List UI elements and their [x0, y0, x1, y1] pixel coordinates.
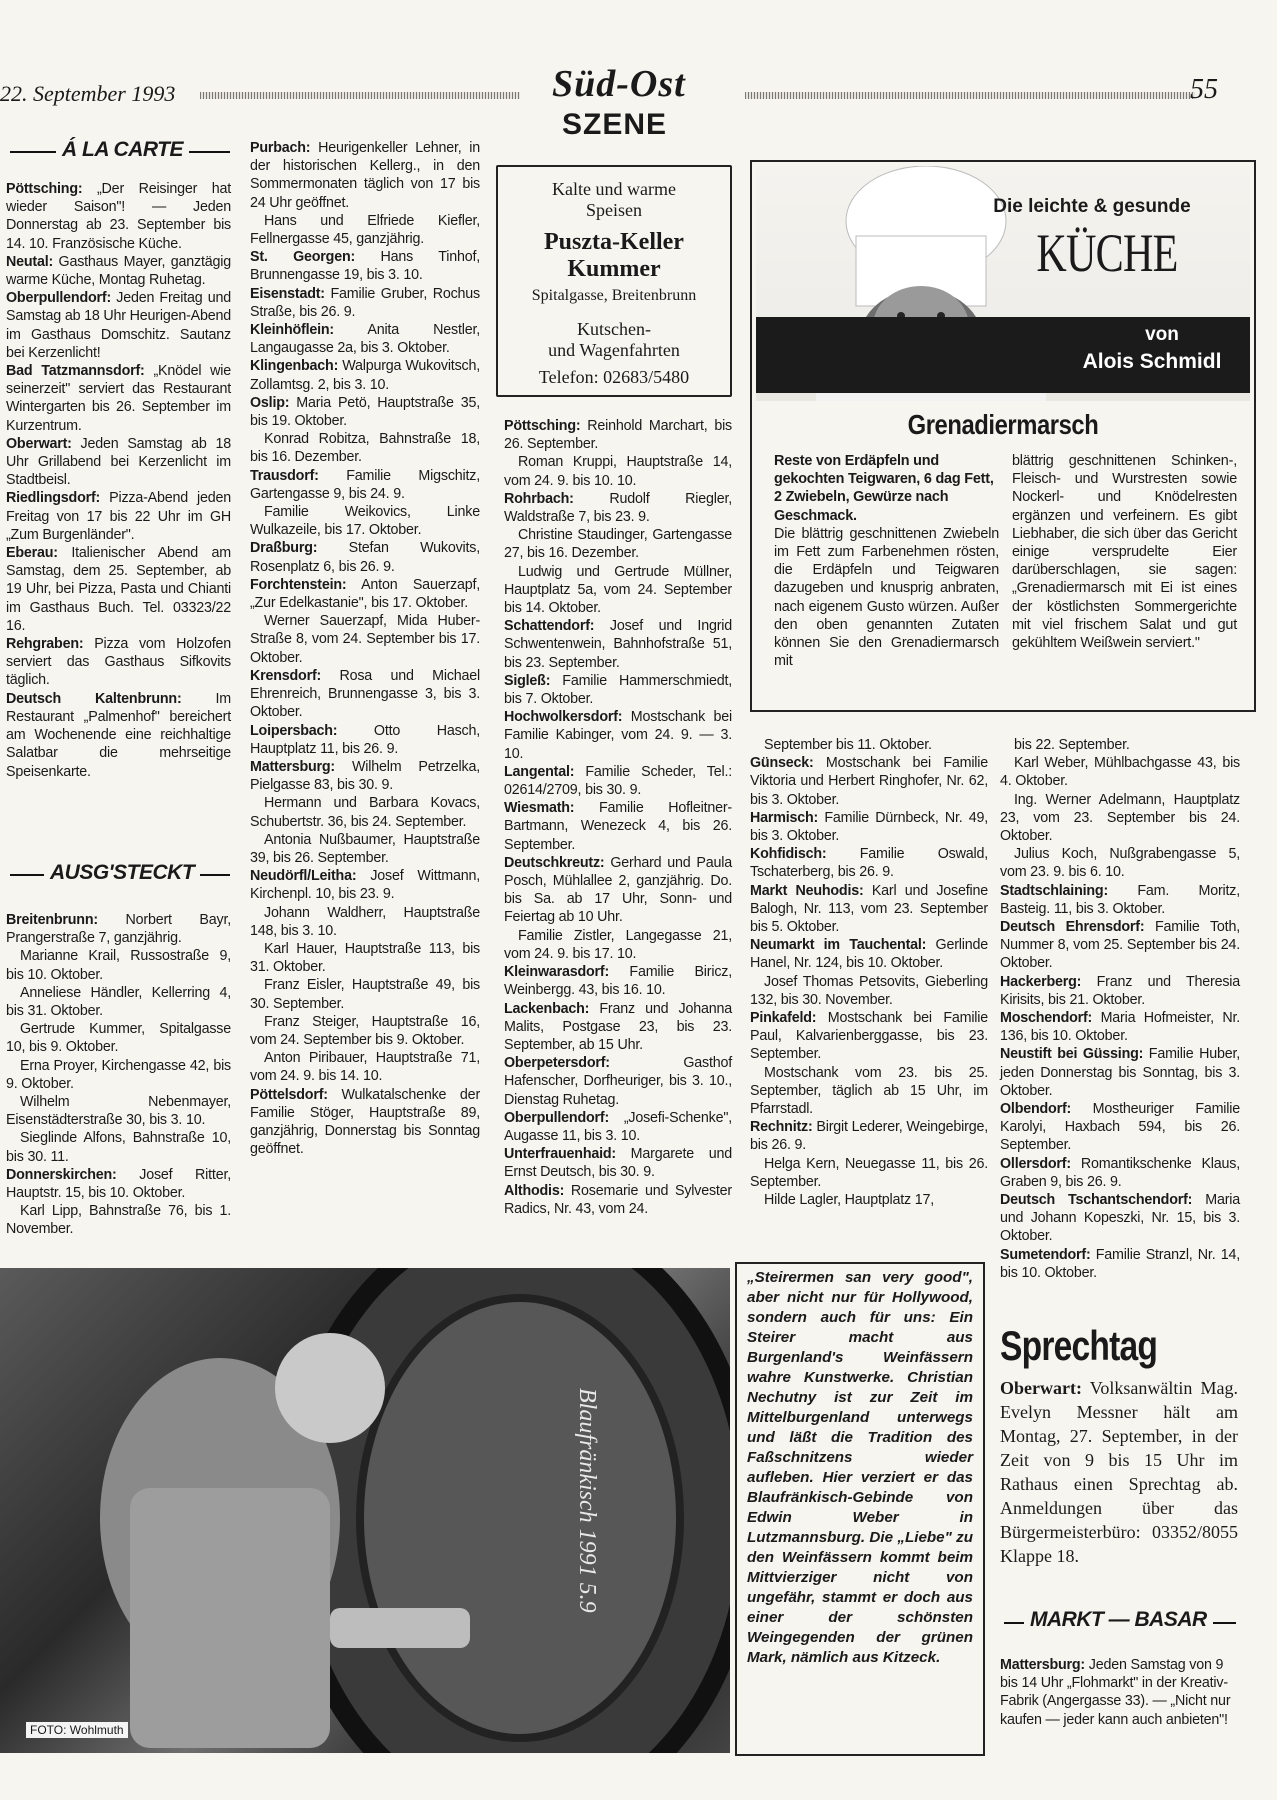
place-name: Harmisch:: [750, 809, 819, 826]
list-item: [504, 1109, 732, 1145]
list-item: [250, 503, 480, 539]
list-item: [6, 911, 231, 947]
entry-text: Heurigenkeller Lehner, in der historischen Kellerg., in den Sommermonaten täglich von 17 bis 24 Uhr geöffnet.: [250, 140, 480, 211]
place-name: Rechnitz:: [750, 1119, 813, 1136]
place-name: Unterfrauenhaid:: [504, 1146, 616, 1163]
entry-text: Im Restaurant „Palmenhof" bereichert am Wochenende eine reichhaltige Salatbar die mehrseitige Speisenkarte.: [6, 690, 231, 780]
entry-text: Ludwig und Gertrude Müllner, Hauptplatz 5a, vom 24. September bis 14. Oktober.: [504, 563, 732, 617]
entry-text: Otto Hasch, Hauptplatz 11, bis 26. 9.: [250, 722, 480, 757]
entry-text: Familie Hofleitner-Bartmann, Wenezeck 4, bis 26. September.: [504, 800, 732, 853]
sprechtag-text: [1000, 1376, 1238, 1568]
entry-text: Erna Proyer, Kirchengasse 42, bis 9. Oktober.: [6, 1057, 231, 1092]
place-name: Pöttsching:: [504, 418, 581, 434]
place-name: Ollersdorf:: [1000, 1155, 1071, 1172]
ad-address: Spitalgasse, Breitenbrunn: [531, 287, 697, 304]
place-name: Klingenbach:: [250, 358, 339, 375]
place-name: Oberpullendorf:: [6, 290, 112, 307]
recipe-ingredients: Reste von Erdäpfeln und gekochten Teigwaren, 6 dag Fett, 2 Zwiebeln, Gewürze nach Geschmack.: [774, 453, 994, 524]
entry-text: Josef Wittmann, Kirchenpl. 10, bis 23. 9.: [250, 868, 480, 903]
entry-text: Gerhard und Paula Posch, Mühlallee 2, ganzjährig. Do. bis Sa. ab 17 Uhr, Sonn- und Feiertag ab 10 Uhr.: [504, 854, 732, 926]
list-item: [1000, 882, 1240, 918]
entry-text: Stefan Wukovits, Rosenplatz 6, bis 26. 9.: [250, 540, 480, 575]
entry-text: bis 22. September.: [1014, 737, 1130, 753]
section-title-markt-basar: MARKT — BASAR: [1024, 1608, 1213, 1632]
entry-text: Maria Petö, Hauptstraße 35, bis 19. Oktober.: [250, 394, 480, 430]
list-item: [6, 1129, 231, 1165]
kitchen-box: [750, 160, 1256, 712]
place-name: Hochwolkersdorf:: [504, 709, 623, 726]
entry-text: Jeden Samstag ab 18 Uhr Grillabend bei Kerzenlicht im Stadtbeisl.: [6, 435, 231, 489]
list-item: [750, 1118, 988, 1154]
list-item: [6, 1057, 231, 1093]
kitchen-tagline: Die leichte & gesunde: [993, 196, 1191, 217]
place-name: Krensdorf:: [250, 667, 322, 684]
entry-text: Reinhold Marchart, bis 26. September.: [504, 418, 732, 453]
entry-text: Antonia Nußbaumer, Hauptstraße 39, bis 26. September.: [250, 831, 480, 866]
entry-text: Jeden Freitag und Samstag ab 18 Uhr Heurigen-Abend im Gasthaus Domschitz. Sautanz bei Kerzenlicht!: [6, 290, 231, 361]
ad-line: und Wagenfahrten: [548, 340, 680, 360]
place-name: Deutsch Kaltenbrunn:: [6, 690, 182, 707]
entry-text: Familie Toth, Nummer 8, vom 25. September bis 24. Oktober.: [1000, 919, 1240, 972]
entry-text: Mostschank bei Familie Kabinger, vom 24. 9. — 3. 10.: [504, 709, 732, 762]
list-item: [504, 799, 732, 854]
entry-text: Johann Waldherr, Hauptstraße 148, bis 3. 10.: [250, 904, 480, 939]
place-name: Neudörfl/Leitha:: [250, 868, 357, 885]
entry-text: Franz und Theresia Kirisits, bis 21. Oktober.: [1000, 973, 1240, 1008]
list-item: [6, 690, 231, 781]
entry-text: Hans und Elfriede Kiefler, Fellnergasse 45, ganzjährig.: [250, 212, 480, 248]
entry-text: Familie Weikovics, Linke Wulkazeile, bis 17. Oktober.: [250, 504, 480, 539]
list-item: [250, 758, 480, 794]
issue-date: 22. September 1993: [0, 81, 176, 106]
ad-line: Kalte und warme: [552, 179, 676, 199]
entry-text: Josef und Ingrid Schwentenwein, Bahnhofstraße 51, bis 23. September.: [504, 618, 732, 671]
entry-text: Ing. Werner Adelmann, Hauptplatz 23, vom 23. September bis 24. Oktober.: [1000, 791, 1240, 845]
list-item: [1000, 918, 1240, 973]
col5-list: [1000, 736, 1240, 1282]
entry-text: Familie Oswald, Tschaterberg, bis 26. 9.: [750, 846, 988, 881]
list-item: [750, 1155, 988, 1191]
entry-text: Norbert Bayr, Prangerstraße 7, ganzjährig.: [6, 912, 231, 947]
entry-text: Pizza-Abend jeden Freitag von 17 bis 22 Uhr im GH „Zum Burgenländer".: [6, 490, 231, 543]
place-name: Althodis:: [504, 1182, 565, 1199]
list-item: [250, 1013, 480, 1049]
list-item: [504, 763, 732, 799]
logo-top: Süd-Ost: [552, 63, 686, 105]
place-name: Oberpullendorf:: [504, 1109, 610, 1126]
entry-text: Familie Scheder, Tel.: 02614/2709, bis 30. 9.: [504, 763, 732, 799]
entry-text: Gasthof Hafenscher, Dorfheuriger, bis 3. 10., Dienstag Ruhetag.: [504, 1055, 732, 1108]
list-item: [750, 882, 988, 937]
photo-credit: FOTO: Wohlmuth: [26, 1722, 128, 1738]
list-item: [250, 394, 480, 430]
entry-text: Familie Dürnbeck, Nr. 49, bis 3. Oktober.: [750, 809, 988, 845]
list-item: [250, 576, 480, 612]
entry-text: Italienischer Abend am Samstag, dem 25. September, ab 19 Uhr, bei Pizza, Pasta und Chianti im Gasthaus Buch. Tel. 03323/22 16.: [6, 545, 231, 634]
place-name: Trausdorf:: [250, 467, 319, 484]
entry-text: Gertrude Kummer, Spitalgasse 10, bis 9. Oktober.: [6, 1021, 231, 1056]
entry-text: Julius Koch, Nußgrabengasse 5, vom 23. 9. bis 6. 10.: [1000, 846, 1240, 881]
place-name: Oslip:: [250, 394, 290, 411]
list-item: [250, 667, 480, 722]
entry-text: Birgit Lederer, Weingebirge, bis 26. 9.: [750, 1119, 988, 1154]
list-item: [1000, 845, 1240, 881]
list-item: [504, 563, 732, 618]
photo-caption: „Steirermen san very good", aber nicht nur für Hollywood, sondern auch für uns: Ein Steirer macht aus Burgenland's Weinfässern wahre Kunstwerke. Christian Nechutny ist zur Zeit im Mittelburgenland unterwegs und läßt die Tradition des Faßschnitzens wieder aufleben. Hier verziert er das Blaufränkisch-Gebinde von Edwin Weber in Lutzmannsburg. Die „Liebe" zu den Weinfässern kommt beim Mittvierziger nicht von ungefähr, stammt er doch aus einer der schönsten Weingegenden der grünen Mark, nämlich aus Kitzeck.: [747, 1269, 973, 1666]
list-item: [6, 1166, 231, 1202]
place-name: Kohfidisch:: [750, 846, 827, 863]
header-rule-left: [200, 92, 520, 99]
entry-text: Walpurga Wukovitsch, Zollamtsg. 2, bis 3. 10.: [250, 358, 480, 393]
place-name: Günseck:: [750, 755, 814, 772]
list-item: [6, 1020, 231, 1056]
place-name: Draßburg:: [250, 540, 318, 557]
entry-text: Pizza vom Holzofen serviert das Gasthaus Sifkovits täglich.: [6, 636, 231, 689]
list-item: [1000, 973, 1240, 1009]
list-item: [6, 489, 231, 544]
list-item: [250, 976, 480, 1012]
place-name: Eisenstadt:: [250, 285, 325, 302]
entry-text: Wilhelm Petrzelka, Pielgasse 83, bis 30. 9.: [250, 758, 480, 794]
list-item: [250, 139, 480, 212]
page-number: 55: [1190, 74, 1218, 105]
place-name: Sigleß:: [504, 672, 551, 689]
entry-text: Hans Tinhof, Brunnengasse 19, bis 3. 10.: [250, 249, 480, 284]
list-item: [750, 809, 988, 845]
entry-text: Konrad Robitza, Bahnstraße 18, bis 16. Dezember.: [250, 431, 480, 466]
place-name: Neumarkt im Tauchental:: [750, 937, 927, 954]
list-item: [250, 794, 480, 830]
list-item: [250, 212, 480, 248]
entry-text: Gasthaus Mayer, ganztägig warme Küche, Montag Ruhetag.: [6, 253, 231, 289]
list-item: [1000, 1246, 1240, 1282]
entry-text: Wilhelm Nebenmayer, Eisenstädterstraße 30, bis 3. 10.: [6, 1094, 231, 1129]
place-name: Forchtenstein:: [250, 576, 347, 593]
col1-list: [6, 180, 231, 781]
place-name: St. Georgen:: [250, 249, 356, 266]
ad-name: Puszta-Keller: [544, 229, 684, 255]
entry-text: Josef Ritter, Hauptstr. 15, bis 10. Oktober.: [6, 1166, 231, 1202]
entry-text: Mostschank bei Familie Paul, Kalvarienberggasse, bis 23. September.: [750, 1010, 988, 1063]
list-item: [750, 845, 988, 881]
entry-text: Franz Eisler, Hauptstraße 49, bis 30. September.: [250, 977, 480, 1012]
col4-list: [750, 736, 988, 1209]
place-name: Purbach:: [250, 140, 311, 156]
list-item: [250, 722, 480, 758]
entry-text: Familie Hammerschmiedt, bis 7. Oktober.: [504, 672, 732, 708]
list-item: [250, 467, 480, 503]
place-name: Sumetendorf:: [1000, 1246, 1091, 1263]
sprechtag-body: Volksanwältin Mag. Evelyn Messner hält am Montag, 27. September, in der Zeit von 9 bis 15 Uhr im Rathaus einen Sprechtag ab. Anmeldungen über das Bürgermeisterbüro: 03352/8055 Klappe 18.: [1000, 1378, 1238, 1566]
author-by: von: [1145, 324, 1179, 345]
list-item: [1000, 1045, 1240, 1100]
list-item: [750, 754, 988, 809]
list-item: [6, 289, 231, 362]
place-name: Eberau:: [6, 545, 58, 562]
list-item: [504, 526, 732, 562]
list-item: [1000, 754, 1240, 790]
list-item: [6, 435, 231, 490]
list-item: [6, 544, 231, 635]
place-name: Markt Neuhodis:: [750, 882, 864, 899]
logo-bottom: SZENE: [562, 108, 668, 141]
markt-text: [1000, 1656, 1240, 1729]
place-name: Rehgraben:: [6, 636, 84, 653]
list-item: [6, 947, 231, 983]
entry-text: Josef Thomas Petsovits, Gieberling 132, bis 30. November.: [750, 973, 988, 1008]
place-name: Mattersburg:: [250, 758, 335, 775]
entry-text: Familie Huber, jeden Donnerstag bis Sonntag, bis 3. Oktober.: [1000, 1046, 1240, 1099]
section-title-ausgsteckt: AUSG'STECKT: [44, 861, 200, 885]
list-item: [250, 904, 480, 940]
entry-text: Gerlinde Hanel, Nr. 124, bis 10. Oktober.: [750, 937, 988, 972]
list-item: [250, 940, 480, 976]
sprechtag-title: Sprechtag: [1000, 1322, 1158, 1369]
list-item: [250, 430, 480, 466]
kitchen-title: KÜCHE: [1036, 223, 1178, 283]
place-name: Neustift bei Güssing:: [1000, 1046, 1144, 1063]
entry-text: „Der Reisinger hat wieder Saison"! — Jeden Donnerstag ab 23. September bis 14. 10. Französische Küche.: [6, 181, 231, 252]
place-name: Pöttsching:: [6, 181, 83, 197]
list-item: [504, 708, 732, 763]
entry-text: Franz Steiger, Hauptstraße 16, vom 24. September bis 9. Oktober.: [250, 1013, 480, 1048]
entry-text: Karl Weber, Mühlbachgasse 43, bis 4. Oktober.: [1000, 755, 1240, 790]
entry-text: Familie Gruber, Rochus Straße, bis 26. 9.: [250, 285, 480, 320]
ad-name: Kummer: [567, 256, 661, 282]
place-name: Deutschkreutz:: [504, 854, 605, 871]
place-name: Oberwart:: [6, 435, 72, 452]
list-item: [6, 362, 231, 435]
entry-text: Familie Zistler, Langegasse 21, vom 24. 9. bis 17. 10.: [504, 927, 732, 962]
place-name: Oberpetersdorf:: [504, 1055, 610, 1072]
place-name: Loipersbach:: [250, 722, 338, 739]
list-item: [6, 1093, 231, 1129]
entry-text: Mostschank bei Familie Viktoria und Herbert Ringhofer, Nr. 62, bis 3. Oktober.: [750, 755, 988, 808]
entry-text: Wulkatalschenke der Familie Stöger, Hauptstraße 89, ganzjährig, Donnerstag bis Sonntag geöffnet.: [250, 1086, 480, 1158]
header-rule-right: [745, 92, 1195, 99]
place-name: Moschendorf:: [1000, 1010, 1093, 1027]
place-name: Bad Tatzmannsdorf:: [6, 363, 145, 380]
recipe-text-right: [1012, 452, 1237, 652]
markt-body: Jeden Samstag von 9 bis 14 Uhr „Flohmarkt" in der Kreativ-Fabrik (Angergasse 33). — „Nicht nur kaufen — jeder kann auch anbieten"!: [1000, 1657, 1231, 1728]
list-item: [6, 180, 231, 253]
entry-text: Romantikschenke Klaus, Graben 9, bis 26. 9.: [1000, 1155, 1240, 1190]
entry-text: Anton Piribauer, Hauptstraße 71, vom 24. 9. bis 14. 10.: [250, 1050, 480, 1085]
place-name: Rohrbach:: [504, 490, 574, 507]
entry-text: Hilde Lagler, Hauptplatz 17,: [764, 1192, 935, 1209]
restaurant-ad: [496, 165, 732, 397]
list-item: [1000, 1009, 1240, 1045]
author-name: Alois Schmidl: [1082, 350, 1222, 373]
entry-text: Karl Lipp, Bahnstraße 76, bis 1. November.: [6, 1203, 231, 1238]
list-item: [1000, 1155, 1240, 1191]
list-item: [250, 285, 480, 321]
place-name: Deutsch Ehrensdorf:: [1000, 919, 1145, 936]
entry-text: Mostheuriger Familie Karolyi, Haxbach 594, bis 26. September.: [1000, 1101, 1240, 1154]
list-item: [504, 927, 732, 963]
entry-text: Roman Kruppi, Hauptstraße 14, vom 24. 9. bis 10. 10.: [504, 454, 732, 489]
section-title-a-la-carte: Á LA CARTE: [56, 138, 189, 162]
recipe-text-left: [774, 452, 999, 670]
barrel-photo: [0, 1268, 730, 1753]
place-name: Pinkafeld:: [750, 1010, 817, 1027]
list-item: [6, 635, 231, 690]
sprechtag-place: Oberwart:: [1000, 1378, 1082, 1398]
list-item: [504, 1182, 732, 1218]
list-item: [250, 357, 480, 393]
list-item: [750, 1064, 988, 1119]
place-name: Lackenbach:: [504, 1000, 590, 1017]
entry-text: „Knödel wie seinerzeit" serviert das Restaurant Wintergarten bis 26. September im Kurzentrum.: [6, 363, 231, 434]
entry-text: Margarete und Ernst Deutsch, bis 30. 9.: [504, 1146, 732, 1181]
list-item: [6, 253, 231, 289]
entry-text: Fam. Moritz, Basteig. 11, bis 3. Oktober.: [1000, 882, 1240, 917]
place-name: Langental:: [504, 763, 575, 780]
entry-text: Mostschank vom 23. bis 25. September, täglich ab 15 Uhr, im Pfarrstadl.: [750, 1064, 988, 1118]
list-item: [6, 984, 231, 1020]
list-item: [504, 417, 732, 453]
list-item: [750, 1009, 988, 1064]
list-item: [504, 1054, 732, 1109]
recipe-title: Grenadiermarsch: [907, 409, 1099, 440]
list-item: [6, 1202, 231, 1238]
list-item: [504, 490, 732, 526]
place-name: Neutal:: [6, 253, 54, 270]
entry-text: Marianne Krail, Russostraße 9, bis 10. Oktober.: [6, 948, 231, 983]
entry-text: Familie Biricz, Weinbergg. 43, bis 16. 10.: [504, 964, 732, 999]
entry-text: Werner Sauerzapf, Mida Huber-Straße 8, vom 24. September bis 17. Oktober.: [250, 613, 480, 666]
list-item: [1000, 1191, 1240, 1246]
list-item: [504, 617, 732, 672]
list-item: [250, 612, 480, 667]
place-name: Riedlingsdorf:: [6, 490, 101, 507]
entry-text: Anita Nestler, Langaugasse 2a, bis 3. Oktober.: [250, 322, 480, 357]
entry-text: „Josefi-Schenke", Augasse 11, bis 3. 10.: [504, 1109, 732, 1144]
col1-list-2: [6, 911, 231, 1239]
place-name: Schattendorf:: [504, 618, 595, 635]
entry-text: September bis 11. Oktober.: [764, 737, 932, 753]
entry-text: Karl und Josefine Balogh, Nr. 113, vom 23. September bis 5. Oktober.: [750, 882, 988, 936]
place-name: Wiesmath:: [504, 800, 575, 817]
col3-list: [504, 417, 732, 1218]
list-item: [250, 321, 480, 357]
list-item: [1000, 736, 1240, 754]
entry-text: Franz und Johanna Malits, Postgase 23, bis 23. September, ab 15 Uhr.: [504, 1000, 732, 1053]
list-item: [750, 736, 988, 754]
place-name: Kleinwarasdorf:: [504, 964, 610, 981]
recipe-continued: blättrig geschnittenen Schinken-, Fleisch- und Wurstresten sowie Nockerl- und Knödelresten ergänzen und verfeinern. Es gibt Liebhaber, die sich über das Gericht einige versprudelte Eier darüberschlagen, sie sagen: „Grenadiermarsch mit Ei ist eines der köstlichsten Sommergerichte mit viel frischem Salat und gut gekühltem Weißwein serviert.": [1012, 453, 1237, 652]
list-item: [504, 963, 732, 999]
list-item: [250, 539, 480, 575]
place-name: Breitenbrunn:: [6, 912, 98, 928]
markt-place: Mattersburg:: [1000, 1657, 1085, 1673]
list-item: [750, 973, 988, 1009]
entry-text: Christine Staudinger, Gartengasse 27, bis 16. Dezember.: [504, 527, 732, 562]
entry-text: Maria Hofmeister, Nr. 136, bis 10. Oktober.: [1000, 1010, 1240, 1045]
list-item: [750, 1191, 988, 1209]
entry-text: Rosa und Michael Ehrenreich, Brunnengasse 3, bis 3. Oktober.: [250, 667, 480, 721]
col2-list: [250, 139, 480, 1158]
list-item: [504, 672, 732, 708]
list-item: [1000, 791, 1240, 846]
recipe-instructions: Die blättrig geschnittenen Zwiebeln im Fett zum Farbenehmen rösten, die Erdäpfeln und Teigwaren dazugeben und knusprig anbraten, nach eigenem Gusto würzen. Außer den oben genannten Zutaten können Sie den Grenadiermarsch mit: [774, 525, 999, 670]
list-item: [504, 854, 732, 927]
list-item: [504, 1000, 732, 1055]
entry-text: Anneliese Händler, Kellerring 4, bis 31. Oktober.: [6, 984, 231, 1020]
list-item: [504, 453, 732, 489]
ad-line: Kutschen-: [577, 319, 651, 339]
entry-text: Familie Migschitz, Gartengasse 9, bis 24. 9.: [250, 467, 480, 502]
list-item: [250, 1049, 480, 1085]
place-name: Stadtschlaining:: [1000, 882, 1109, 899]
entry-text: Familie Stranzl, Nr. 14, bis 10. Oktober.: [1000, 1246, 1240, 1281]
entry-text: Sieglinde Alfons, Bahnstraße 10, bis 30. 11.: [6, 1130, 231, 1165]
logo: [522, 63, 742, 146]
ad-phone: Telefon: 02683/5480: [538, 367, 690, 387]
list-item: [250, 867, 480, 903]
entry-text: Anton Sauerzapf, „Zur Edelkastanie", bis 17. Oktober.: [250, 576, 480, 612]
place-name: Donnerskirchen:: [6, 1166, 117, 1183]
list-item: [250, 831, 480, 867]
place-name: Kleinhöflein:: [250, 322, 334, 339]
entry-text: Rosemarie und Sylvester Radics, Nr. 43, vom 24.: [504, 1182, 732, 1217]
entry-text: Hermann und Barbara Kovacs, Schubertstr. 36, bis 24. September.: [250, 795, 480, 830]
barrel-inscription: Blaufränkisch 1991 5.9: [574, 1388, 600, 1613]
list-item: [504, 1145, 732, 1181]
place-name: Pöttelsdorf:: [250, 1086, 328, 1103]
photo-caption-box: [735, 1262, 985, 1756]
ad-line: Speisen: [586, 200, 642, 220]
entry-text: Karl Hauer, Hauptstraße 113, bis 31. Oktober.: [250, 940, 480, 976]
list-item: [750, 936, 988, 972]
place-name: Olbendorf:: [1000, 1101, 1072, 1118]
barrel-carving-icon: [0, 1268, 730, 1753]
entry-text: Helga Kern, Neuegasse 11, bis 26. September.: [750, 1155, 988, 1190]
entry-text: Maria und Johann Kopeszki, Nr. 15, bis 3. Oktober.: [1000, 1192, 1240, 1245]
entry-text: Rudolf Riegler, Waldstraße 7, bis 23. 9.: [504, 490, 732, 526]
list-item: [250, 248, 480, 284]
list-item: [1000, 1100, 1240, 1155]
place-name: Hackerberg:: [1000, 973, 1082, 990]
place-name: Deutsch Tschantschendorf:: [1000, 1192, 1193, 1209]
list-item: [250, 1086, 480, 1159]
